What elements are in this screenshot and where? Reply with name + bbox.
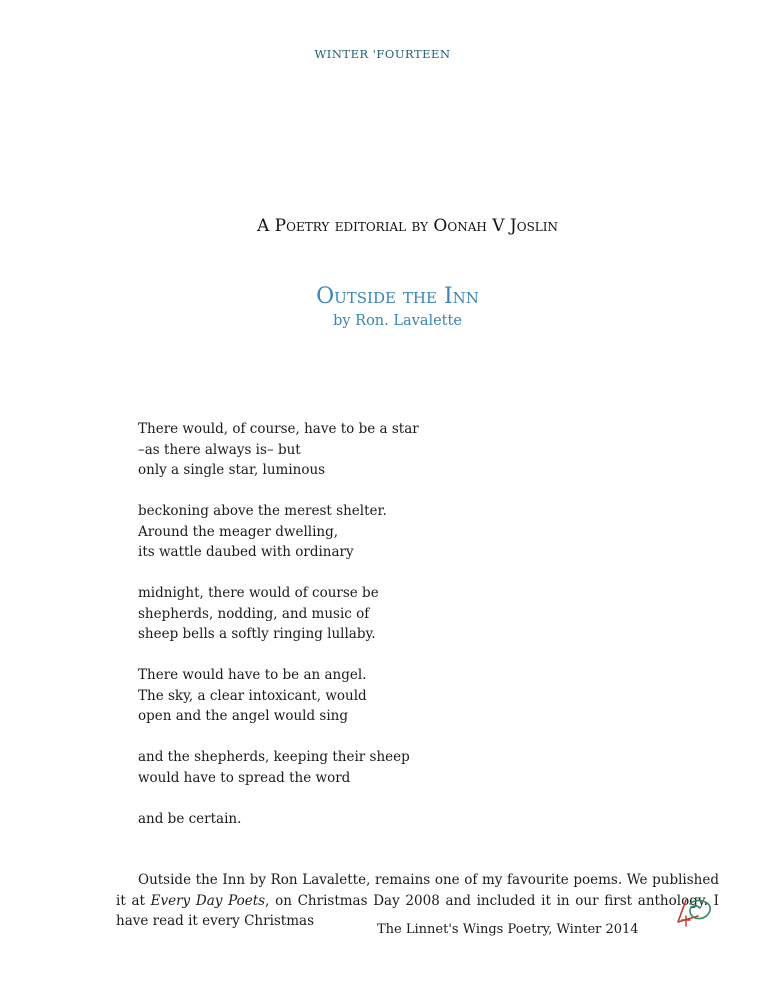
poem-line: open and the angel would sing [138,708,349,724]
poem-body [138,419,419,850]
publication-name: Every Day Poets [150,892,266,909]
poem-line: would have to spread the word [138,769,351,786]
poem-line: –as there always is– but [138,441,301,458]
editorial-byline: A Poetry editorial by Oonah V Joslin [257,216,558,236]
poem-line: and be certain. [138,810,242,827]
poem-line: Around the meager dwelling, [138,523,339,540]
commentary-text-end: , on Christmas Day 2008 and included it in our first anthology. I have read it every Christmas [116,892,720,929]
poem-line: sheep bells a softly ringing lullaby. [138,626,376,642]
commentary-text-start: Outside the Inn by Ron Lavalette, remains one of my favourite poems. We published it at [116,872,719,909]
poem-stanza-2 [138,501,419,563]
linnets-wings-logo-icon [672,894,716,930]
poem-line: There would have to be an angel. [138,667,367,683]
poem-line: its wattle daubed with ordinary [138,544,354,560]
poem-line: shepherds, nodding, and music of [138,605,370,622]
running-header: WINTER 'FOURTEEN [314,47,451,61]
poem-stanza-3 [138,583,419,645]
page-footer: The Linnet's Wings Poetry, Winter 2014 [377,922,639,937]
poem-line: and the shepherds, keeping their sheep [138,749,410,765]
poem-title: Outside the Inn [316,284,479,309]
poem-line: only a single star, luminous [138,462,326,478]
poem-line: beckoning above the merest shelter. [138,503,387,519]
poem-stanza-5 [138,747,419,788]
poem-stanza-4 [138,665,419,727]
poem-line: midnight, there would of course be [138,585,379,601]
poem-stanza-6 [138,809,419,830]
poem-line: There would, of course, have to be a star [138,421,419,437]
logo-w-stroke [690,901,710,919]
poem-author: by Ron. Lavalette [333,313,462,329]
poem-stanza-1 [138,419,419,481]
poem-line: The sky, a clear intoxicant, would [138,687,367,704]
